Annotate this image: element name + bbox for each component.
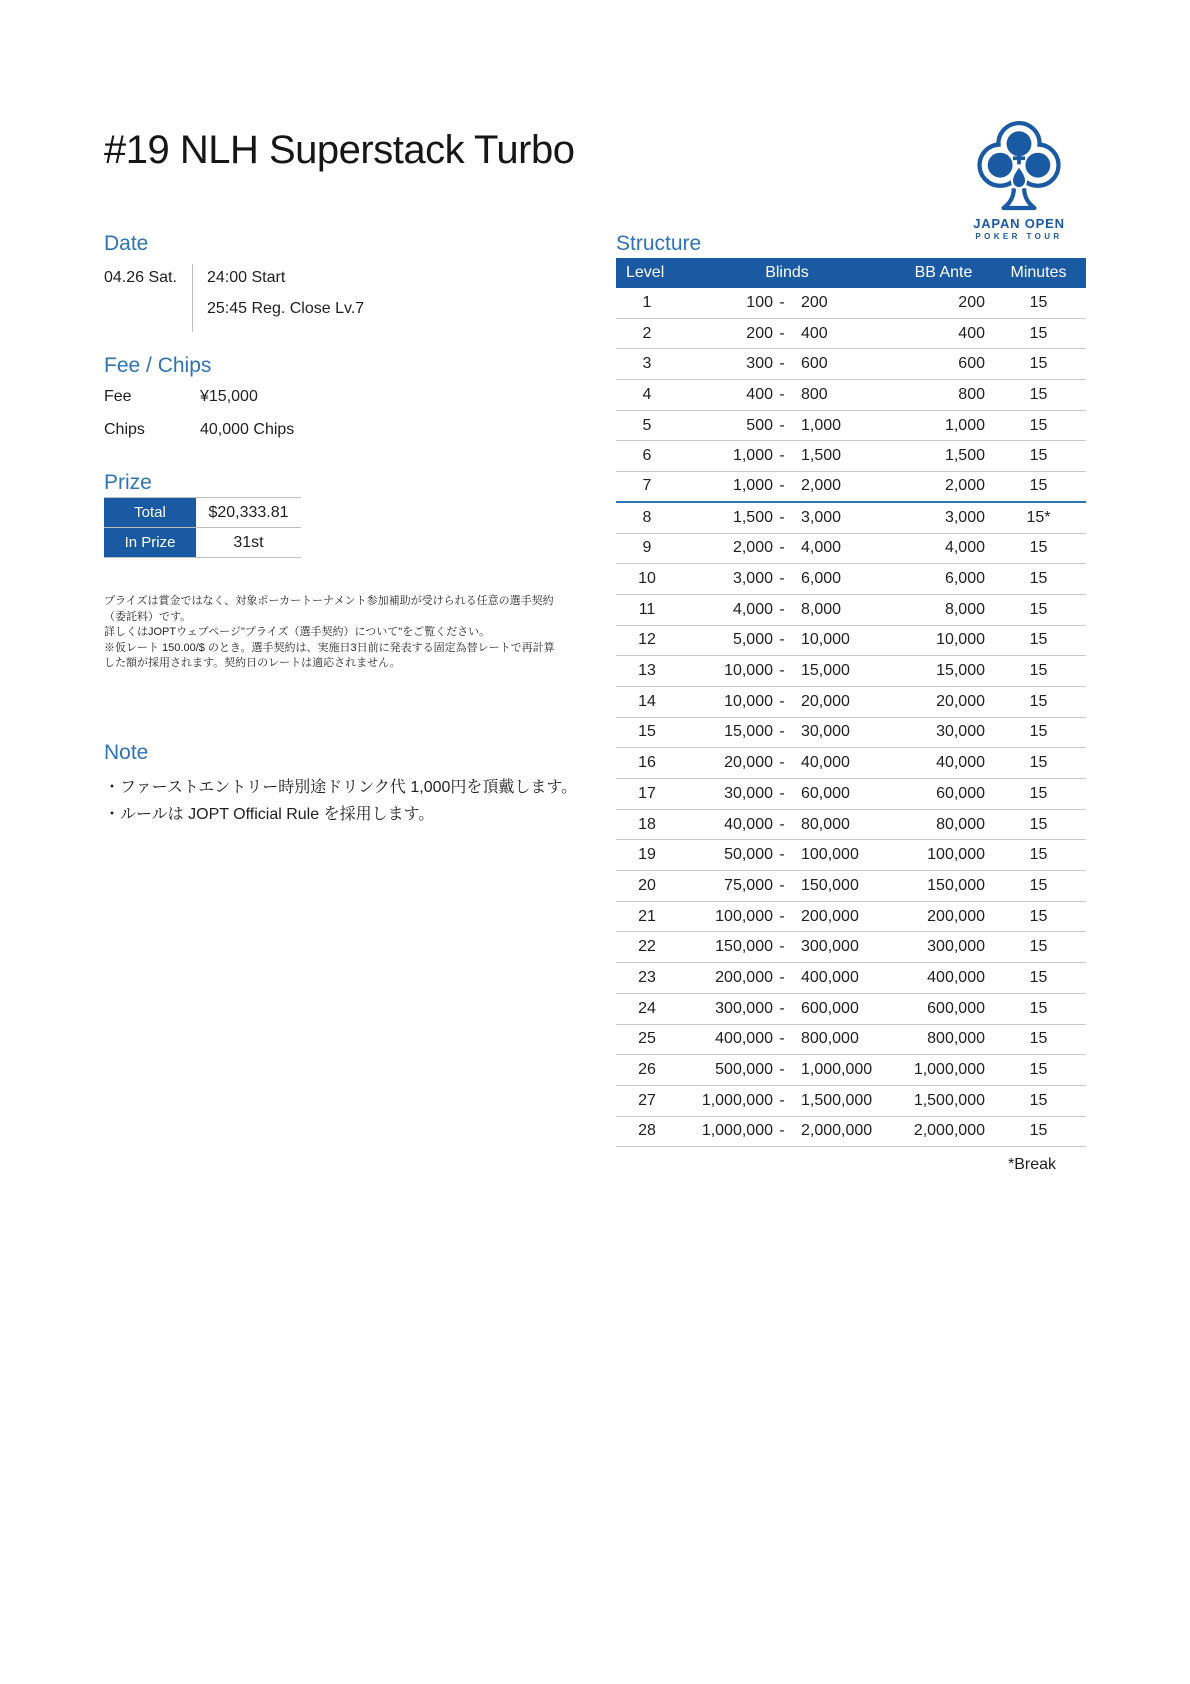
big-blind-cell: 2,000,000 xyxy=(801,1122,873,1140)
level-cell: 21 xyxy=(638,907,656,925)
structure-row xyxy=(616,748,1086,779)
small-blind-cell: 15,000 xyxy=(724,723,773,741)
prize-label-cell: In Prize xyxy=(104,528,196,557)
level-cell: 24 xyxy=(638,999,656,1017)
small-blind-cell: 150,000 xyxy=(715,938,773,956)
blinds-dash: - xyxy=(779,324,785,342)
structure-header-row xyxy=(616,258,1086,288)
level-cell: 12 xyxy=(638,631,656,649)
minutes-cell: 15 xyxy=(1029,754,1048,772)
blinds-dash: - xyxy=(779,355,785,373)
prize-row xyxy=(104,528,301,558)
small-blind-cell: 1,000 xyxy=(732,477,773,495)
fee-label: Chips xyxy=(104,421,145,438)
structure-row xyxy=(616,441,1086,472)
blinds-dash: - xyxy=(779,938,785,956)
small-blind-cell: 500 xyxy=(746,416,773,434)
bb-ante-cell: 30,000 xyxy=(936,723,985,741)
bb-ante-cell: 20,000 xyxy=(936,692,985,710)
small-blind-cell: 1,000,000 xyxy=(701,1091,773,1109)
blinds-dash: - xyxy=(779,293,785,311)
bb-ante-cell: 800,000 xyxy=(927,1030,985,1048)
blinds-dash: - xyxy=(779,754,785,772)
blinds-dash: - xyxy=(779,600,785,618)
bb-ante-cell: 600,000 xyxy=(927,999,985,1017)
structure-row xyxy=(616,503,1086,534)
big-blind-cell: 3,000 xyxy=(801,508,842,526)
minutes-cell: 15 xyxy=(1029,662,1048,680)
big-blind-cell: 60,000 xyxy=(801,784,850,802)
blinds-dash: - xyxy=(779,570,785,588)
big-blind-cell: 30,000 xyxy=(801,723,850,741)
minutes-cell: 15 xyxy=(1029,324,1048,342)
big-blind-cell: 1,000,000 xyxy=(801,1061,873,1079)
level-cell: 5 xyxy=(642,416,652,434)
structure-row xyxy=(616,687,1086,718)
blinds-dash: - xyxy=(779,477,785,495)
level-cell: 19 xyxy=(638,846,656,864)
column-header-bb-ante: BB Ante xyxy=(914,264,973,281)
minutes-cell: 15 xyxy=(1029,784,1048,802)
big-blind-cell: 1,500 xyxy=(801,447,842,465)
small-blind-cell: 100,000 xyxy=(715,907,773,925)
minutes-cell: 15 xyxy=(1029,846,1048,864)
big-blind-cell: 600,000 xyxy=(801,999,859,1017)
note-list xyxy=(104,774,577,828)
big-blind-cell: 2,000 xyxy=(801,477,842,495)
big-blind-cell: 6,000 xyxy=(801,570,842,588)
tournament-title: #19 NLH Superstack Turbo xyxy=(104,128,575,172)
bb-ante-cell: 400 xyxy=(958,324,985,342)
blinds-dash: - xyxy=(779,815,785,833)
level-cell: 11 xyxy=(638,600,656,618)
structure-table xyxy=(616,258,1086,1147)
schedule-entry: 25:45 Reg. Close Lv.7 xyxy=(207,300,365,317)
level-cell: 10 xyxy=(638,570,656,588)
blinds-dash: - xyxy=(779,1030,785,1048)
blinds-dash: - xyxy=(779,846,785,864)
level-cell: 1 xyxy=(642,293,652,311)
big-blind-cell: 4,000 xyxy=(801,539,842,557)
bb-ante-cell: 2,000 xyxy=(944,477,985,495)
section-heading-note: Note xyxy=(104,741,149,764)
section-heading-prize: Prize xyxy=(104,471,152,494)
structure-row xyxy=(616,932,1086,963)
small-blind-cell: 40,000 xyxy=(724,815,773,833)
fee-chips-table xyxy=(104,388,294,454)
minutes-cell: 15 xyxy=(1029,631,1048,649)
minutes-cell: 15 xyxy=(1029,692,1048,710)
blinds-dash: - xyxy=(779,416,785,434)
level-cell: 2 xyxy=(642,324,652,342)
big-blind-cell: 15,000 xyxy=(801,662,850,680)
section-heading-date: Date xyxy=(104,232,149,255)
level-cell: 27 xyxy=(638,1091,656,1109)
bb-ante-cell: 100,000 xyxy=(927,846,985,864)
blinds-dash: - xyxy=(779,508,785,526)
bb-ante-cell: 1,500,000 xyxy=(913,1091,985,1109)
minutes-cell: 15 xyxy=(1029,600,1048,618)
big-blind-cell: 800,000 xyxy=(801,1030,859,1048)
bb-ante-cell: 600 xyxy=(958,355,985,373)
structure-row xyxy=(616,380,1086,411)
small-blind-cell: 1,000,000 xyxy=(701,1122,773,1140)
column-header-level: Level xyxy=(626,264,665,281)
bb-ante-cell: 80,000 xyxy=(936,815,985,833)
level-cell: 8 xyxy=(642,508,652,526)
level-cell: 26 xyxy=(638,1061,656,1079)
minutes-cell: 15* xyxy=(1026,508,1051,526)
blinds-dash: - xyxy=(779,968,785,986)
column-header-minutes: Minutes xyxy=(1010,264,1067,281)
schedule-entry: 24:00 Start xyxy=(207,269,286,286)
level-cell: 15 xyxy=(638,723,656,741)
structure-row xyxy=(616,994,1086,1025)
small-blind-cell: 1,000 xyxy=(732,447,773,465)
big-blind-cell: 300,000 xyxy=(801,938,859,956)
level-cell: 14 xyxy=(638,692,656,710)
prize-disclaimer xyxy=(104,594,556,672)
logo-wordmark: JAPAN OPEN xyxy=(973,216,1065,231)
blinds-dash: - xyxy=(779,784,785,802)
small-blind-cell: 75,000 xyxy=(724,876,773,894)
structure-row xyxy=(616,871,1086,902)
big-blind-cell: 600 xyxy=(801,355,828,373)
small-blind-cell: 300,000 xyxy=(715,999,773,1017)
blinds-dash: - xyxy=(779,1061,785,1079)
small-blind-cell: 20,000 xyxy=(724,754,773,772)
structure-row xyxy=(616,779,1086,810)
bb-ante-cell: 1,000 xyxy=(944,416,985,434)
big-blind-cell: 40,000 xyxy=(801,754,850,772)
small-blind-cell: 50,000 xyxy=(724,846,773,864)
big-blind-cell: 400 xyxy=(801,324,828,342)
level-cell: 17 xyxy=(638,784,656,802)
note-item: ・ファーストエントリー時別途ドリンク代 1,000円を頂戴します。 xyxy=(104,779,578,796)
big-blind-cell: 200,000 xyxy=(801,907,859,925)
disclaimer-paragraph: ※仮レート 150.00/$ のとき。選手契約は、実施日3日前に発表する固定為替レートで再計算した額が採用されます。契約日のレートは適応されません。 xyxy=(104,641,555,669)
date-table xyxy=(104,264,364,332)
bb-ante-cell: 800 xyxy=(958,385,985,403)
bb-ante-cell: 60,000 xyxy=(936,784,985,802)
club-logo-icon xyxy=(976,118,1062,214)
big-blind-cell: 150,000 xyxy=(801,876,859,894)
minutes-cell: 15 xyxy=(1029,968,1048,986)
blinds-dash: - xyxy=(779,876,785,894)
small-blind-cell: 3,000 xyxy=(732,570,773,588)
bb-ante-cell: 2,000,000 xyxy=(913,1122,985,1140)
level-cell: 22 xyxy=(638,938,656,956)
bb-ante-cell: 8,000 xyxy=(944,600,985,618)
section-heading-fee-chips: Fee / Chips xyxy=(104,354,212,377)
level-cell: 18 xyxy=(638,815,656,833)
blinds-dash: - xyxy=(779,692,785,710)
structure-row xyxy=(616,626,1086,657)
minutes-cell: 15 xyxy=(1029,1091,1048,1109)
bb-ante-cell: 10,000 xyxy=(936,631,985,649)
level-cell: 7 xyxy=(642,477,652,495)
minutes-cell: 15 xyxy=(1029,815,1048,833)
prize-row xyxy=(104,498,301,528)
structure-row xyxy=(616,411,1086,442)
disclaimer-paragraph: プライズは賞金ではなく、対象ポーカートーナメント参加補助が受けられる任意の選手契約（委託料）です。 xyxy=(104,595,554,623)
jopt-logo xyxy=(960,118,1078,241)
small-blind-cell: 4,000 xyxy=(732,600,773,618)
break-footnote: *Break xyxy=(1007,1156,1056,1173)
blinds-dash: - xyxy=(779,447,785,465)
minutes-cell: 15 xyxy=(1029,539,1048,557)
big-blind-cell: 1,500,000 xyxy=(801,1091,873,1109)
bb-ante-cell: 400,000 xyxy=(927,968,985,986)
small-blind-cell: 200 xyxy=(746,324,773,342)
structure-row xyxy=(616,963,1086,994)
prize-value-cell: 31st xyxy=(233,533,264,551)
bb-ante-cell: 6,000 xyxy=(944,570,985,588)
big-blind-cell: 10,000 xyxy=(801,631,850,649)
minutes-cell: 15 xyxy=(1029,293,1048,311)
bb-ante-cell: 15,000 xyxy=(936,662,985,680)
minutes-cell: 15 xyxy=(1029,477,1048,495)
prize-value-cell: $20,333.81 xyxy=(208,503,289,521)
minutes-cell: 15 xyxy=(1029,1030,1048,1048)
structure-row xyxy=(616,1117,1086,1148)
small-blind-cell: 100 xyxy=(746,293,773,311)
minutes-cell: 15 xyxy=(1029,385,1048,403)
bb-ante-cell: 150,000 xyxy=(927,876,985,894)
level-cell: 28 xyxy=(638,1122,656,1140)
minutes-cell: 15 xyxy=(1029,938,1048,956)
note-item: ・ルールは JOPT Official Rule を採用します。 xyxy=(104,806,435,823)
blinds-dash: - xyxy=(779,385,785,403)
structure-row xyxy=(616,1086,1086,1117)
minutes-cell: 15 xyxy=(1029,876,1048,894)
level-cell: 6 xyxy=(642,447,652,465)
big-blind-cell: 800 xyxy=(801,385,828,403)
logo-tagline: POKER TOUR xyxy=(975,232,1063,241)
fee-value: ¥15,000 xyxy=(200,388,258,405)
blinds-dash: - xyxy=(779,662,785,680)
structure-row xyxy=(616,718,1086,749)
prize-table xyxy=(104,497,301,558)
bb-ante-cell: 4,000 xyxy=(944,539,985,557)
blinds-dash: - xyxy=(779,631,785,649)
big-blind-cell: 200 xyxy=(801,293,828,311)
structure-row xyxy=(616,656,1086,687)
level-cell: 9 xyxy=(642,539,652,557)
bb-ante-cell: 40,000 xyxy=(936,754,985,772)
blinds-dash: - xyxy=(779,999,785,1017)
minutes-cell: 15 xyxy=(1029,355,1048,373)
level-cell: 13 xyxy=(638,662,656,680)
blinds-dash: - xyxy=(779,723,785,741)
bb-ante-cell: 1,000,000 xyxy=(913,1061,985,1079)
structure-row xyxy=(616,349,1086,380)
fee-value: 40,000 Chips xyxy=(200,421,295,438)
bb-ante-cell: 1,500 xyxy=(944,447,985,465)
small-blind-cell: 1,500 xyxy=(732,508,773,526)
structure-row xyxy=(616,1025,1086,1056)
minutes-cell: 15 xyxy=(1029,723,1048,741)
structure-row xyxy=(616,1055,1086,1086)
small-blind-cell: 30,000 xyxy=(724,784,773,802)
big-blind-cell: 20,000 xyxy=(801,692,850,710)
schedule-entries xyxy=(193,264,364,332)
fee-label: Fee xyxy=(104,388,132,405)
fee-row xyxy=(104,388,294,421)
big-blind-cell: 8,000 xyxy=(801,600,842,618)
level-cell: 20 xyxy=(638,876,656,894)
bb-ante-cell: 3,000 xyxy=(944,508,985,526)
level-cell: 4 xyxy=(642,385,652,403)
small-blind-cell: 400,000 xyxy=(715,1030,773,1048)
structure-row xyxy=(616,810,1086,841)
small-blind-cell: 10,000 xyxy=(724,662,773,680)
level-cell: 25 xyxy=(638,1030,656,1048)
structure-row xyxy=(616,902,1086,933)
structure-row xyxy=(616,472,1086,503)
minutes-cell: 15 xyxy=(1029,570,1048,588)
bb-ante-cell: 300,000 xyxy=(927,938,985,956)
level-cell: 23 xyxy=(638,968,656,986)
column-header-blinds: Blinds xyxy=(765,264,809,281)
minutes-cell: 15 xyxy=(1029,416,1048,434)
structure-row xyxy=(616,319,1086,350)
blinds-dash: - xyxy=(779,539,785,557)
minutes-cell: 15 xyxy=(1029,1122,1048,1140)
small-blind-cell: 400 xyxy=(746,385,773,403)
small-blind-cell: 5,000 xyxy=(732,631,773,649)
small-blind-cell: 300 xyxy=(746,355,773,373)
level-cell: 3 xyxy=(642,355,652,373)
big-blind-cell: 1,000 xyxy=(801,416,842,434)
big-blind-cell: 400,000 xyxy=(801,968,859,986)
big-blind-cell: 80,000 xyxy=(801,815,850,833)
structure-row xyxy=(616,595,1086,626)
prize-label-cell: Total xyxy=(104,498,196,527)
bb-ante-cell: 200 xyxy=(958,293,985,311)
small-blind-cell: 10,000 xyxy=(724,692,773,710)
disclaimer-paragraph: 詳しくはJOPTウェブページ"プライズ（選手契約）について"をご覧ください。 xyxy=(104,626,491,638)
date-value: 04.26 Sat. xyxy=(104,269,177,286)
blinds-dash: - xyxy=(779,1091,785,1109)
blinds-dash: - xyxy=(779,907,785,925)
bb-ante-cell: 200,000 xyxy=(927,907,985,925)
level-cell: 16 xyxy=(638,754,656,772)
minutes-cell: 15 xyxy=(1029,447,1048,465)
section-heading-structure: Structure xyxy=(616,232,702,255)
small-blind-cell: 200,000 xyxy=(715,968,773,986)
minutes-cell: 15 xyxy=(1029,1061,1048,1079)
big-blind-cell: 100,000 xyxy=(801,846,859,864)
structure-row xyxy=(616,534,1086,565)
fee-row xyxy=(104,421,294,454)
structure-row xyxy=(616,564,1086,595)
structure-row xyxy=(616,840,1086,871)
small-blind-cell: 500,000 xyxy=(715,1061,773,1079)
blinds-dash: - xyxy=(779,1122,785,1140)
minutes-cell: 15 xyxy=(1029,999,1048,1017)
structure-body xyxy=(616,288,1086,1147)
structure-row xyxy=(616,288,1086,319)
minutes-cell: 15 xyxy=(1029,907,1048,925)
small-blind-cell: 2,000 xyxy=(732,539,773,557)
